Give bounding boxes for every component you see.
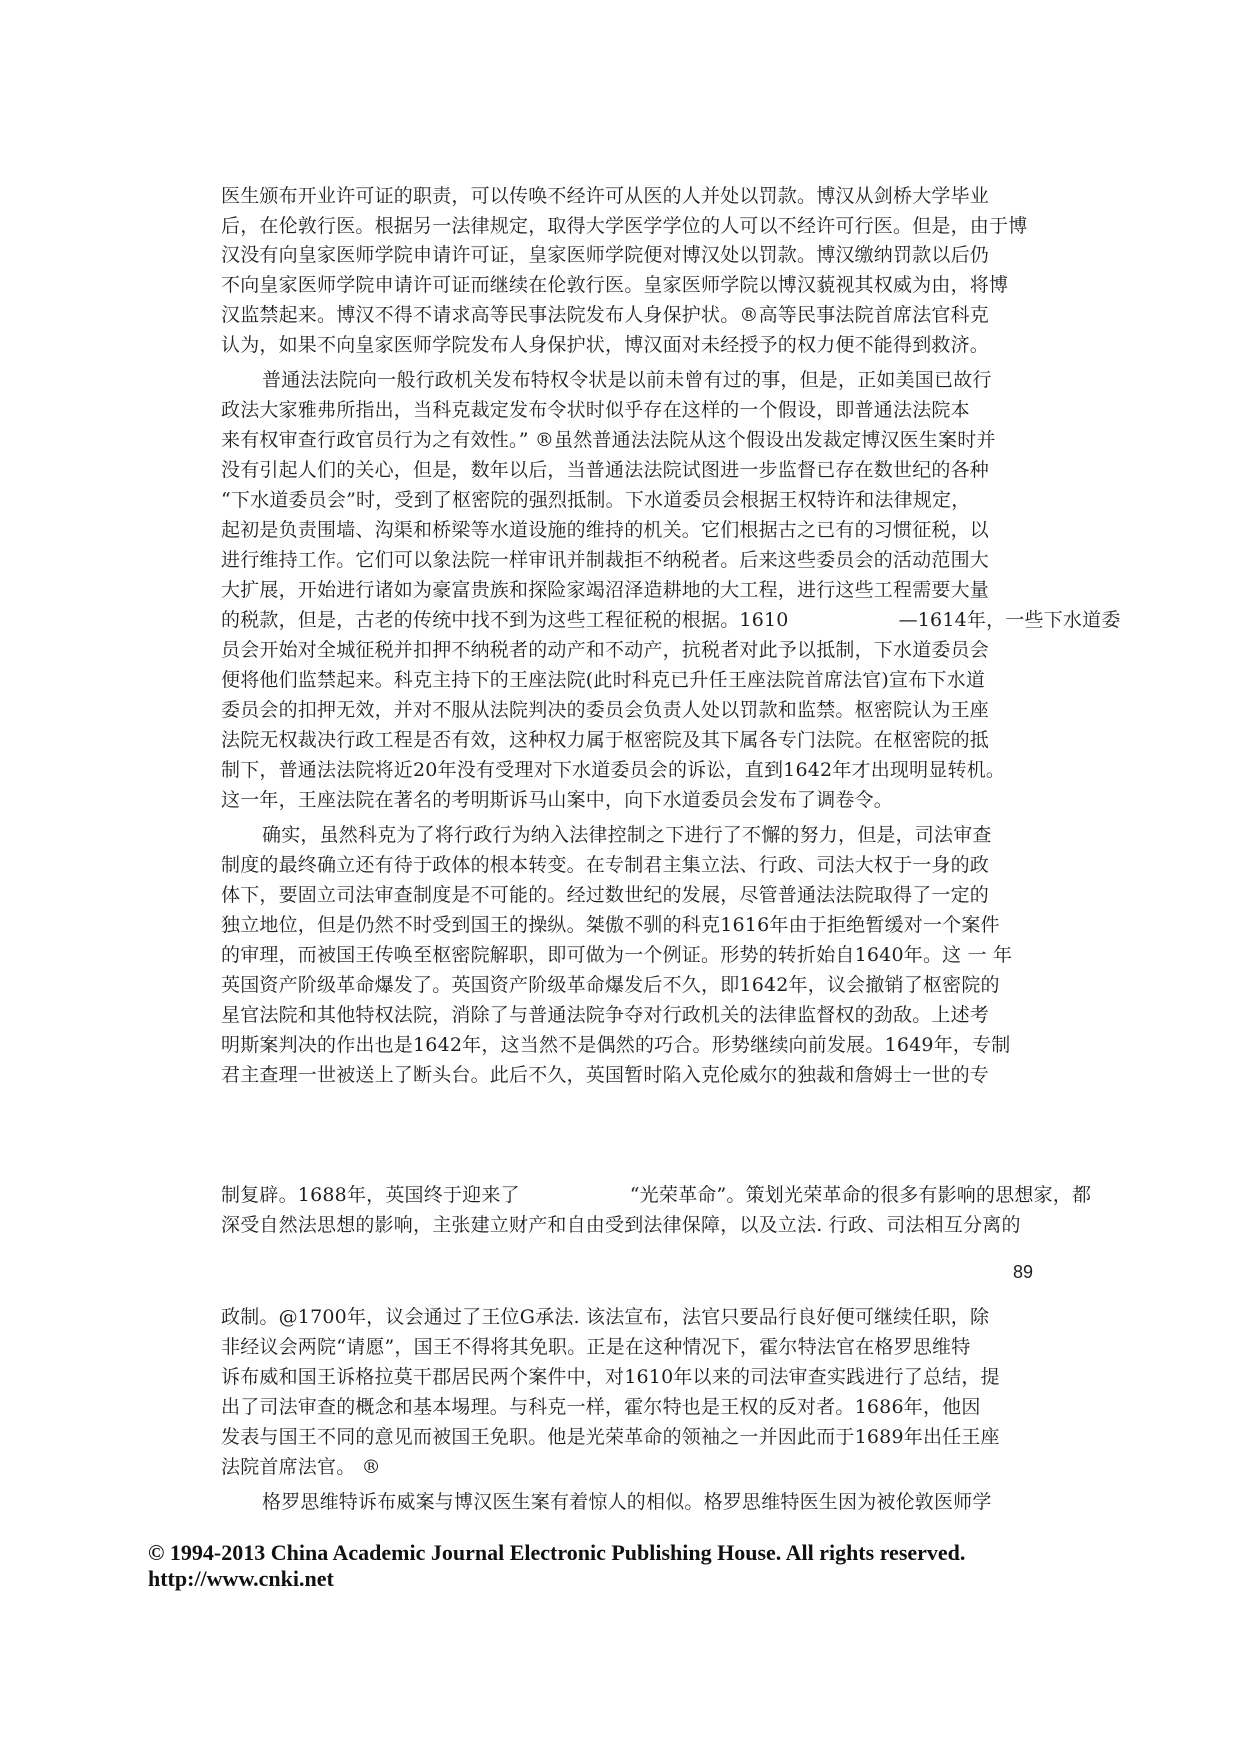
text-segment: 制复辟。1688年，英国终于迎来了 <box>221 1184 520 1206</box>
text-line: 独立地位，但是仍然不时受到国王的操纵。桀傲不驯的科克1616年由于拒绝暂缓对一个案件 <box>221 914 1000 936</box>
text-line: 汉没有向皇家医师学院申请许可证，皇家医师学院便对博汉处以罚款。博汉缴纳罚款以后仍 <box>221 244 990 266</box>
text-line: 制度的最终确立还有待于政体的根本转变。在专制君主集立法、行政、司法大权于一身的政 <box>221 854 990 876</box>
text-line: 明斯案判决的作出也是1642年，这当然不是偶然的巧合。形势继续向前发展。1649年，专制 <box>221 1034 1011 1056</box>
text-line: 君主查理一世被送上了断头台。此后不久，英国暂时陷入克伦威尔的独裁和詹姆士一世的专 <box>221 1064 990 1086</box>
text-line: 出了司法审查的概念和基本埸理。与科克一样，霍尔特也是王权的反对者。1686年，他因 <box>221 1396 981 1418</box>
text-line: 这一年，王座法院在著名的考明斯诉马山案中，向下水道委员会发布了调卷令。 <box>221 789 894 811</box>
text-line: “下水道委员会”时，受到了枢密院的强烈抵制。下水道委员会根据王权特许和法律规定， <box>221 489 971 511</box>
copyright-line: © 1994-2013 China Academic Journal Electronic Publishing House. All rights reserved. <box>148 1540 966 1565</box>
text-line: 进行维持工作。它们可以象法院一样审讯并制裁拒不纳税者。后来这些委员会的活动范围大 <box>221 549 990 571</box>
text-line: 非经议会两院“请愿”，国王不得将其免职。正是在这种情况下，霍尔特法官在格罗思维特 <box>221 1336 971 1358</box>
text-line: 格罗思维特诉布威案与博汉医生案有着惊人的相似。格罗思维特医生因为被伦敦医师学 <box>262 1491 992 1513</box>
text-line: 委员会的扣押无效，并对不服从法院判决的委员会负责人处以罚款和监禁。枢密院认为王座 <box>221 699 990 721</box>
text-line: 认为，如果不向皇家医师学院发布人身保护状，博汉面对未经授予的权力便不能得到救济。 <box>221 334 990 356</box>
text-line: 法院首席法官。 ® <box>221 1456 381 1478</box>
page-number: 89 <box>1013 1262 1034 1282</box>
text-line: 医生颁布开业许可证的职责，可以传唤不经许可从医的人并处以罚款。博汉从剑桥大学毕业 <box>221 185 990 207</box>
text-line <box>221 607 1121 633</box>
text-segment: 的税款，但是，古老的传统中找不到为这些工程征税的根据。1610 <box>221 609 789 631</box>
text-line: 政法大家雅弗所指出，当科克裁定发布令状时似乎存在这样的一个假设，即普通法法院本 <box>221 399 970 421</box>
text-line: 不向皇家医师学院申请许可证而继续在伦敦行医。皇家医师学院以博汉藐视其权威为由，将博 <box>221 274 1009 296</box>
text-line: 没有引起人们的关心，但是，数年以后，当普通法法院试图进一步监督已存在数世纪的各种 <box>221 459 990 481</box>
text-segment: “光荣革命”。策划光荣革命的很多有影响的思想家，都 <box>629 1184 1092 1206</box>
text-line: 制下，普通法法院将近20年没有受理对下水道委员会的诉讼，直到1642年才出现明显转机。 <box>221 759 1006 781</box>
text-line: 发表与国王不同的意见而被国王免职。他是光荣革命的领袖之一并因此而于1689年出任王座 <box>221 1426 1000 1448</box>
text-line: 诉布威和国王诉格拉莫干郡居民两个案件中，对1610年以来的司法审查实践进行了总结，提 <box>221 1366 1000 1388</box>
text-line: 深受自然法思想的影响，主张建立财产和自由受到法律保障，以及立法. 行政、司法相互分离的 <box>221 1214 1021 1236</box>
text-line: 政制。@1700年，议会通过了王位G承法. 该法宣布，法官只要品行良好便可继续任职，除 <box>221 1306 990 1328</box>
text-segment: —1614年，一些下水道委 <box>898 609 1121 631</box>
text-line: 星官法院和其他特权法院，消除了与普通法院争夺对行政机关的法律监督权的劲敌。上述考 <box>221 1004 990 1026</box>
copyright-url: http://www.cnki.net <box>148 1566 334 1591</box>
text-line: 便将他们监禁起来。科克主持下的王座法院(此时科克已升任王座法院首席法官)宣布下水道 <box>221 669 986 691</box>
text-line: 的审理，而被国王传唤至枢密院解职，即可做为一个例证。形势的转折始自1640年。这 一 年 <box>221 944 1013 966</box>
text-line: 体下，要固立司法审查制度是不可能的。经过数世纪的发展，尽管普通法法院取得了一定的 <box>221 884 990 906</box>
text-line: 员会开始对全城征税并扣押不纳税者的动产和不动产，抗税者对此予以抵制，下水道委员会 <box>221 639 990 661</box>
text-line: 普通法法院向一般行政机关发布特权令状是以前未曾有过的事，但是，正如美国已故行 <box>262 369 992 391</box>
text-line: 汉监禁起来。博汉不得不请求高等民事法院发布人身保护状。®高等民事法院首席法官科克 <box>221 304 990 326</box>
text-line: 后，在伦敦行医。根据另一法律规定，取得大学医学学位的人可以不经许可行医。但是，由于博 <box>221 215 1028 237</box>
text-line: 来有权审查行政官员行为之有效性。” ®虽然普通法法院从这个假设出发裁定博汉医生案时并 <box>221 429 996 451</box>
text-line: 大扩展，开始进行诸如为豪富贵族和探险家竭沼泽造耕地的大工程，进行这些工程需要大量 <box>221 579 990 601</box>
text-line <box>221 1182 1091 1208</box>
text-line: 确实，虽然科克为了将行政行为纳入法律控制之下进行了不懈的努力，但是，司法审查 <box>262 824 992 846</box>
text-line: 英国资产阶级革命爆发了。英国资产阶级革命爆发后不久，即1642年，议会撤销了枢密院的 <box>221 974 1000 996</box>
copyright-notice <box>148 1540 965 1592</box>
text-line: 法院无权裁决行政工程是否有效，这种权力属于枢密院及其下属各专门法院。在枢密院的抵 <box>221 729 990 751</box>
text-line: 起初是负责围墙、沟渠和桥梁等水道设施的维持的机关。它们根据古之已有的习惯征税，以 <box>221 519 990 541</box>
